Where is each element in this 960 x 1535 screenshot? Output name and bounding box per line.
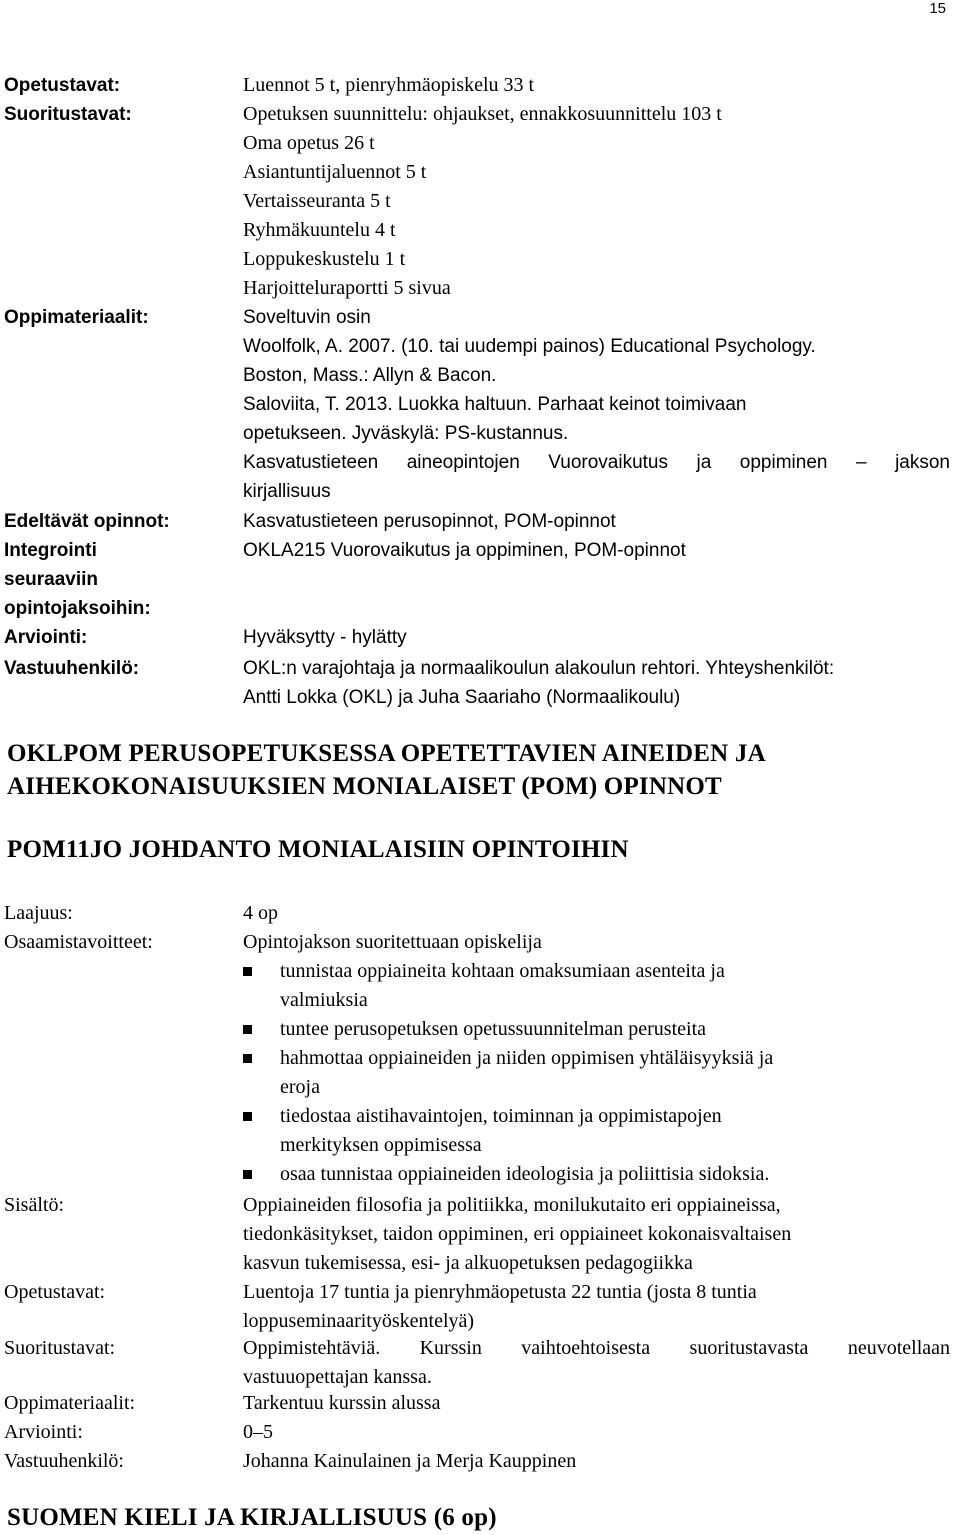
laajuus-row xyxy=(0,899,960,928)
integrointi-label: opintojaksoihin: xyxy=(4,598,151,619)
bullet-square-icon xyxy=(243,1025,252,1034)
suoritustavat-label: Suoritustavat: xyxy=(4,104,132,125)
oppimateriaalit-label: Oppimateriaalit: xyxy=(4,1392,136,1414)
goal-item xyxy=(0,957,960,986)
arviointi-label: Arviointi: xyxy=(4,627,88,648)
next-section-heading: SUOMEN KIELI JA KIRJALLISUUS (6 op) xyxy=(7,1504,497,1531)
sisalto-label: Sisältö: xyxy=(4,1194,65,1216)
goal-item xyxy=(0,1044,960,1073)
course-arviointi-row xyxy=(0,1418,960,1447)
vastuuhenkilo-line: OKL:n varajohtaja ja normaalikoulun alakoulun rehtori. Yhteyshenkilöt: xyxy=(243,658,835,679)
arviointi-row xyxy=(0,623,960,652)
goal-text: osaa tunnistaa oppiaineiden ideologisia ja poliittisia sidoksia. xyxy=(280,1163,770,1185)
goal-text: merkityksen oppimisessa xyxy=(280,1134,482,1156)
oppimateriaalit-line: opetukseen. Jyväskylä: PS-kustannus. xyxy=(243,423,569,444)
suoritustavat-line: Harjoitteluraportti 5 sivua xyxy=(243,277,451,299)
laajuus-label: Laajuus: xyxy=(4,902,73,924)
suoritustavat-label: Suoritustavat: xyxy=(4,1337,116,1359)
goal-text: tunnistaa oppiaineita kohtaan omaksumiaan asenteita ja xyxy=(280,960,725,982)
course-opetustavat-row xyxy=(0,1278,960,1307)
goal-item xyxy=(0,1102,960,1131)
arviointi-label: Arviointi: xyxy=(4,1421,83,1443)
edeltavat-row xyxy=(0,507,960,536)
opetustavat-value: Luennot 5 t, pienryhmäopiskelu 33 t xyxy=(243,74,535,96)
osaamistavoitteet-label: Osaamistavoitteet: xyxy=(4,931,153,953)
oppimateriaalit-line: kirjallisuus xyxy=(243,481,331,502)
oppimateriaalit-row xyxy=(0,303,960,332)
sisalto-line: Oppiaineiden filosofia ja politiikka, monilukutaito eri oppiaineissa, xyxy=(243,1194,781,1216)
goal-text: valmiuksia xyxy=(280,989,368,1011)
osaamistavoitteet-intro: Opintojakson suoritettuaan opiskelija xyxy=(243,931,542,953)
vastuuhenkilo-label: Vastuuhenkilö: xyxy=(4,658,140,679)
laajuus-value: 4 op xyxy=(243,902,278,924)
arviointi-value: Hyväksytty - hylätty xyxy=(243,627,407,648)
integrointi-row xyxy=(0,536,960,565)
suoritustavat-line: Vertaisseuranta 5 t xyxy=(243,190,391,212)
sisalto-row xyxy=(0,1191,960,1220)
bullet-square-icon xyxy=(243,1112,252,1121)
sisalto-line: kasvun tukemisessa, esi- ja alkuopetuksen pedagogiikka xyxy=(243,1252,693,1274)
course-suoritustavat-row xyxy=(0,1334,960,1363)
suoritustavat-line: Opetuksen suunnittelu: ohjaukset, ennakkosuunnittelu 103 t xyxy=(243,103,722,125)
oppimateriaalit-value: Tarkentuu kurssin alussa xyxy=(243,1392,441,1414)
oppimateriaalit-line: Soveltuvin osin xyxy=(243,307,371,328)
suoritustavat-row xyxy=(0,100,960,129)
vastuuhenkilo-value: Johanna Kainulainen ja Merja Kauppinen xyxy=(243,1450,577,1472)
page-number: 15 xyxy=(929,0,946,17)
course-oppimateriaalit-row xyxy=(0,1389,960,1418)
course-heading: POM11JO JOHDANTO MONIALAISIIN OPINTOIHIN xyxy=(7,836,629,863)
main-heading-line: AIHEKOKONAISUUKSIEN MONIALAISET (POM) OPINNOT xyxy=(7,773,722,800)
oppimateriaalit-line: Kasvatustieteen aineopintojen Vuorovaikutus ja oppiminen – jakson xyxy=(243,452,950,473)
course-vastuuhenkilo-row xyxy=(0,1447,960,1476)
bullet-square-icon xyxy=(243,1170,252,1179)
oppimateriaalit-line: Saloviita, T. 2013. Luokka haltuun. Parhaat keinot toimivaan xyxy=(243,394,747,415)
edeltavat-label: Edeltävät opinnot: xyxy=(4,511,170,532)
integrointi-label: seuraaviin xyxy=(4,569,98,590)
oppimateriaalit-label: Oppimateriaalit: xyxy=(4,307,149,328)
goal-text: hahmottaa oppiaineiden ja niiden oppimisen yhtäläisyyksiä ja xyxy=(280,1047,774,1069)
goal-item xyxy=(0,1015,960,1044)
suoritustavat-line: vastuuopettajan kanssa. xyxy=(243,1366,432,1388)
oppimateriaalit-line: Woolfolk, A. 2007. (10. tai uudempi painos) Educational Psychology. xyxy=(243,336,816,357)
suoritustavat-line: Ryhmäkuuntelu 4 t xyxy=(243,219,396,241)
opetustavat-label: Opetustavat: xyxy=(4,1281,106,1303)
goal-text: eroja xyxy=(280,1076,320,1098)
opetustavat-row xyxy=(0,71,960,100)
integrointi-label: Integrointi xyxy=(4,540,97,561)
goal-text: tiedostaa aistihavaintojen, toiminnan ja oppimistapojen xyxy=(280,1105,722,1127)
suoritustavat-line: Oma opetus 26 t xyxy=(243,132,375,154)
osaamistavoitteet-row xyxy=(0,928,960,957)
vastuuhenkilo-label: Vastuuhenkilö: xyxy=(4,1450,124,1472)
suoritustavat-line: Oppimistehtäviä. Kurssin vaihtoehtoisesta suoritustavasta neuvotellaan xyxy=(243,1337,950,1359)
opetustavat-label: Opetustavat: xyxy=(4,75,121,96)
main-heading-line: OKLPOM PERUSOPETUKSESSA OPETETTAVIEN AINEIDEN JA xyxy=(7,740,766,767)
integrointi-value: OKLA215 Vuorovaikutus ja oppiminen, POM-opinnot xyxy=(243,540,686,561)
opetustavat-line: Luentoja 17 tuntia ja pienryhmäopetusta 22 tuntia (josta 8 tuntia xyxy=(243,1281,757,1303)
edeltavat-value: Kasvatustieteen perusopinnot, POM-opinnot xyxy=(243,511,616,532)
arviointi-value: 0–5 xyxy=(243,1421,273,1443)
bullet-square-icon xyxy=(243,1054,252,1063)
vastuuhenkilo-row xyxy=(0,654,960,683)
oppimateriaalit-line: Boston, Mass.: Allyn & Bacon. xyxy=(243,365,497,386)
goal-text: tuntee perusopetuksen opetussuunnitelman perusteita xyxy=(280,1018,707,1040)
goal-item xyxy=(0,1160,960,1189)
suoritustavat-line: Asiantuntijaluennot 5 t xyxy=(243,161,427,183)
bullet-square-icon xyxy=(243,967,252,976)
suoritustavat-line: Loppukeskustelu 1 t xyxy=(243,248,406,270)
vastuuhenkilo-line: Antti Lokka (OKL) ja Juha Saariaho (Normaalikoulu) xyxy=(243,687,681,708)
sisalto-line: tiedonkäsitykset, taidon oppiminen, eri oppiaineet kokonaisvaltaisen xyxy=(243,1223,792,1245)
opetustavat-line: loppuseminaarityöskentelyä) xyxy=(243,1310,475,1332)
